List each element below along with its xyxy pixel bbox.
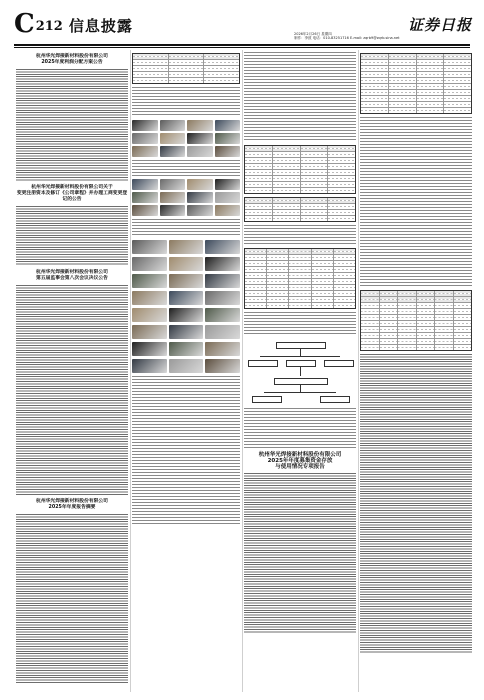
- shareholder-table: [244, 248, 356, 309]
- product-photo: [215, 146, 241, 157]
- newspaper-logo: 证券日报: [407, 16, 472, 34]
- body-text-block: [132, 87, 240, 117]
- product-photo-grid: [132, 291, 240, 305]
- product-photo: [132, 257, 167, 271]
- product-photo: [132, 240, 167, 254]
- diagram-connector: [300, 384, 301, 392]
- fund-detail-table: [360, 290, 472, 351]
- product-photo: [187, 205, 213, 216]
- body-text-block: [244, 312, 356, 336]
- body-text-block: [16, 206, 128, 266]
- product-photo: [205, 308, 240, 322]
- product-photo: [132, 325, 167, 339]
- diagram-connector: [300, 348, 301, 356]
- table-row: [133, 78, 239, 83]
- product-photo: [187, 179, 213, 190]
- product-photo: [169, 274, 204, 288]
- product-photo: [132, 146, 158, 157]
- column-3: [244, 50, 356, 692]
- info-table: [132, 53, 240, 84]
- product-photo: [187, 120, 213, 131]
- product-photo: [132, 120, 158, 131]
- column-divider: [130, 50, 131, 692]
- diagram-box: [248, 360, 278, 367]
- page-number: 212: [35, 19, 63, 34]
- product-photo: [160, 146, 186, 157]
- announcement-title: 第五届监事会第八次会议决议公告: [36, 276, 108, 281]
- product-photo: [160, 133, 186, 144]
- announcement-company: 杭州华光焊接新材料股份有限公司: [36, 54, 108, 59]
- announcement-company: 杭州华光焊接新材料股份有限公司关于: [31, 185, 113, 190]
- body-text-block: [132, 219, 240, 237]
- announcement-title: 变更注册资本及修订《公司章程》并办理工商变更登记的公告: [16, 191, 128, 202]
- product-photo-grid: [132, 179, 240, 216]
- column-1: [16, 50, 128, 692]
- product-photo-grid: [132, 274, 240, 288]
- product-photo-grid: [132, 120, 240, 157]
- product-photo: [205, 325, 240, 339]
- product-photo: [160, 192, 186, 203]
- section-title: 信息披露: [68, 17, 133, 35]
- product-photo: [215, 192, 241, 203]
- product-photo: [132, 274, 167, 288]
- announcement-company: 杭州华光焊接新材料股份有限公司: [36, 270, 108, 275]
- announcement-title: 2025年度利润分配方案公告: [41, 60, 103, 65]
- announcement-company: 杭州华光焊接新材料股份有限公司: [258, 452, 342, 458]
- diagram-box: [324, 360, 354, 367]
- table-row: [361, 108, 471, 113]
- product-photo: [205, 342, 240, 356]
- product-photo: [187, 192, 213, 203]
- product-photo: [169, 257, 204, 271]
- column-2: [132, 50, 240, 692]
- product-photo: [215, 205, 241, 216]
- fund-usage-table: [360, 53, 472, 114]
- product-photo-grid: [132, 308, 240, 322]
- masthead: [8, 8, 476, 42]
- body-text-block: [244, 408, 356, 448]
- masthead-rule: [14, 44, 470, 46]
- announcement-heading: [16, 270, 128, 282]
- body-text-block: [16, 514, 128, 684]
- product-photo: [169, 325, 204, 339]
- issue-date: 2026年2月26日 星期四: [294, 32, 332, 36]
- product-photo: [169, 240, 204, 254]
- announcement-heading: [16, 185, 128, 203]
- body-text-block: [16, 285, 128, 495]
- masthead-rule-thin: [14, 47, 470, 48]
- product-photo: [132, 308, 167, 322]
- page-marker: [14, 9, 133, 39]
- diagram-connector: [300, 366, 301, 376]
- product-photo: [160, 120, 186, 131]
- product-photo: [205, 240, 240, 254]
- product-photo: [132, 359, 167, 373]
- column-divider: [242, 50, 243, 692]
- body-text-block: [244, 473, 356, 633]
- diagram-connector: [260, 356, 340, 357]
- body-text-block: [360, 354, 472, 654]
- product-photo: [169, 308, 204, 322]
- announcement-heading: [16, 54, 128, 66]
- announcement-title: 2025年年度报告摘要: [48, 505, 96, 510]
- product-photo: [215, 133, 241, 144]
- product-photo-grid: [132, 342, 240, 356]
- product-photo: [169, 342, 204, 356]
- diagram-box: [274, 378, 328, 385]
- product-photo-grid: [132, 240, 240, 254]
- diagram-box: [252, 396, 282, 403]
- product-photo: [215, 120, 241, 131]
- body-text-block: [244, 225, 356, 245]
- table-row: [361, 345, 471, 350]
- announcement-subtitle: 与使用情况专项报告: [275, 464, 325, 470]
- product-photo: [215, 179, 241, 190]
- product-photo-grid: [132, 359, 240, 373]
- product-photo: [132, 205, 158, 216]
- product-photo: [169, 359, 204, 373]
- product-photo: [132, 179, 158, 190]
- table-row: [245, 303, 355, 308]
- body-text-block: [360, 117, 472, 287]
- product-photo: [169, 291, 204, 305]
- announcement-company: 杭州华光焊接新材料股份有限公司: [36, 499, 108, 504]
- table-row: [245, 188, 355, 193]
- financial-table: [244, 145, 356, 194]
- product-photo-grid: [132, 257, 240, 271]
- diagram-box: [286, 360, 316, 367]
- product-photo: [205, 257, 240, 271]
- product-photo: [160, 205, 186, 216]
- product-photo: [132, 291, 167, 305]
- product-photo: [205, 291, 240, 305]
- editor-contact: 制作：李波 电话：010-83251716 E-mail: zqrb9@zqrb.sina.net: [294, 36, 400, 40]
- diagram-connector: [264, 392, 336, 393]
- product-photo: [187, 133, 213, 144]
- column-4: [360, 50, 472, 692]
- announcement-title: 2025年年度募集资金存放: [267, 458, 333, 464]
- product-photo: [160, 179, 186, 190]
- body-text-block: [132, 160, 240, 176]
- body-text-block: [244, 52, 356, 142]
- column-divider: [358, 50, 359, 692]
- product-photo-grid: [132, 325, 240, 339]
- body-text-block: [132, 376, 240, 526]
- product-photo: [132, 192, 158, 203]
- diagram-box: [320, 396, 350, 403]
- announcement-heading: [244, 452, 356, 470]
- product-photo: [132, 342, 167, 356]
- body-text-block: [16, 69, 128, 181]
- table-row: [245, 216, 355, 221]
- product-photo: [187, 146, 213, 157]
- section-letter: C: [14, 9, 35, 39]
- ownership-structure-diagram: [244, 340, 356, 404]
- diagram-box: [276, 342, 326, 349]
- product-photo: [205, 359, 240, 373]
- financial-table: [244, 197, 356, 222]
- product-photo: [132, 133, 158, 144]
- announcement-heading: [16, 499, 128, 511]
- masthead-info: [294, 32, 400, 40]
- product-photo: [205, 274, 240, 288]
